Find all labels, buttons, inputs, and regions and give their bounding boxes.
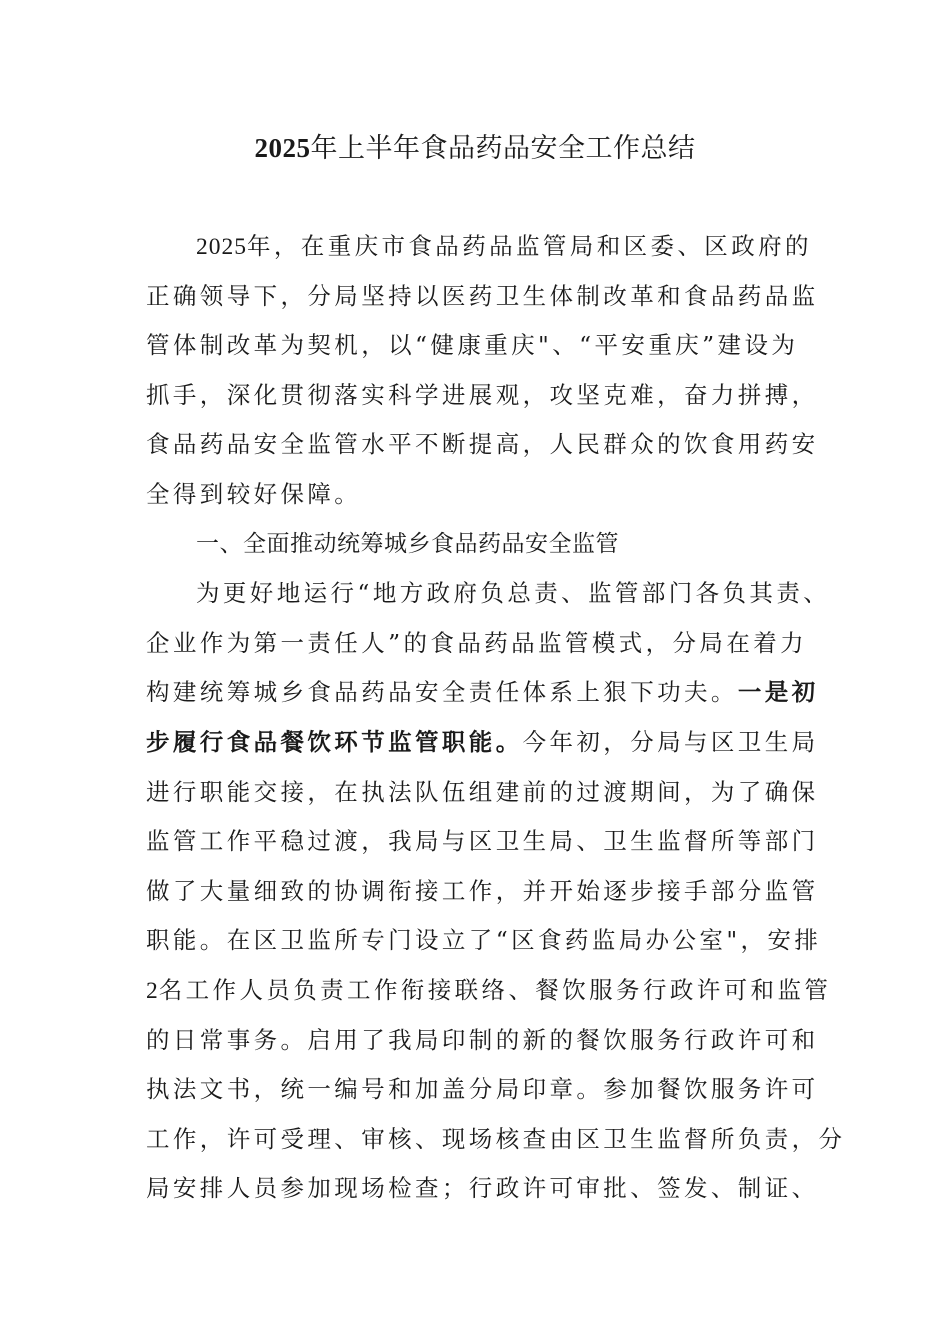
document-title (0, 128, 950, 169)
section-line (146, 966, 832, 1016)
title-text: 年上半年食品药品安全工作总结 (310, 133, 696, 164)
section-line (146, 718, 819, 768)
section-line (146, 668, 819, 718)
section-line: 的日常事务。启用了我局印制的新的餐饮服务行政许可和 (146, 1025, 819, 1054)
intro-line: 正确领导下，分局坚持以医药卫生体制改革和食品药品监 (146, 281, 819, 310)
section-line: 职能。在区卫监所专门设立了“区食药监局办公室"，安排 (146, 926, 822, 955)
intro-line: 食品药品安全监管水平不断提高，人民群众的饮食用药安 (146, 430, 819, 459)
intro-text: 年，在重庆市食品药品监管局和区委、区政府的 (247, 232, 812, 260)
intro-line: 管体制改革为契机，以“健康重庆"、“平安重庆”建设为 (146, 331, 799, 360)
section-text: 今年初，分局与区卫生局 (522, 727, 819, 756)
bold-lead: 一是初 (737, 678, 819, 707)
section-line: 监管工作平稳过渡，我局与区卫生局、卫生监督所等部门 (146, 827, 819, 856)
intro-line: 抓手，深化贯彻落实科学进展观，攻坚克难，奋力拼搏， (146, 380, 819, 409)
intro-year: 2025 (196, 234, 247, 260)
section-line: 进行职能交接，在执法队伍组建前的过渡期间，为了确保 (146, 777, 819, 806)
intro-line (146, 222, 816, 272)
document-body (146, 222, 846, 1214)
section-line: 局安排人员参加现场检查；行政许可审批、签发、制证、 (146, 1174, 819, 1203)
intro-line: 全得到较好保障。 (146, 479, 362, 508)
section-line: 工作，许可受理、审核、现场核查由区卫生监督所负责，分 (146, 1124, 846, 1153)
bold-lead: 步履行食品餐饮环节监管职能。 (146, 727, 523, 756)
section-line: 执法文书，统一编号和加盖分局印章。参加餐饮服务许可 (146, 1075, 819, 1104)
staff-count: 2 (146, 977, 159, 1004)
section-line: 做了大量细致的协调衔接工作，并开始逐步接手部分监管 (146, 876, 819, 905)
section-heading: 一、全面推动统筹城乡食品药品安全监管 (196, 530, 619, 557)
section-text: 名工作人员负责工作衔接联络、餐饮服务行政许可和监管 (158, 975, 832, 1004)
section-text: 构建统筹城乡食品药品安全责任体系上狠下功夫。 (146, 678, 738, 707)
title-year: 2025 (254, 133, 311, 163)
section-line: 企业作为第一责任人”的食品药品监管模式，分局在着力 (146, 628, 808, 657)
section-line: 为更好地运行“地方政府负总责、监管部门各负其责、 (196, 579, 831, 608)
